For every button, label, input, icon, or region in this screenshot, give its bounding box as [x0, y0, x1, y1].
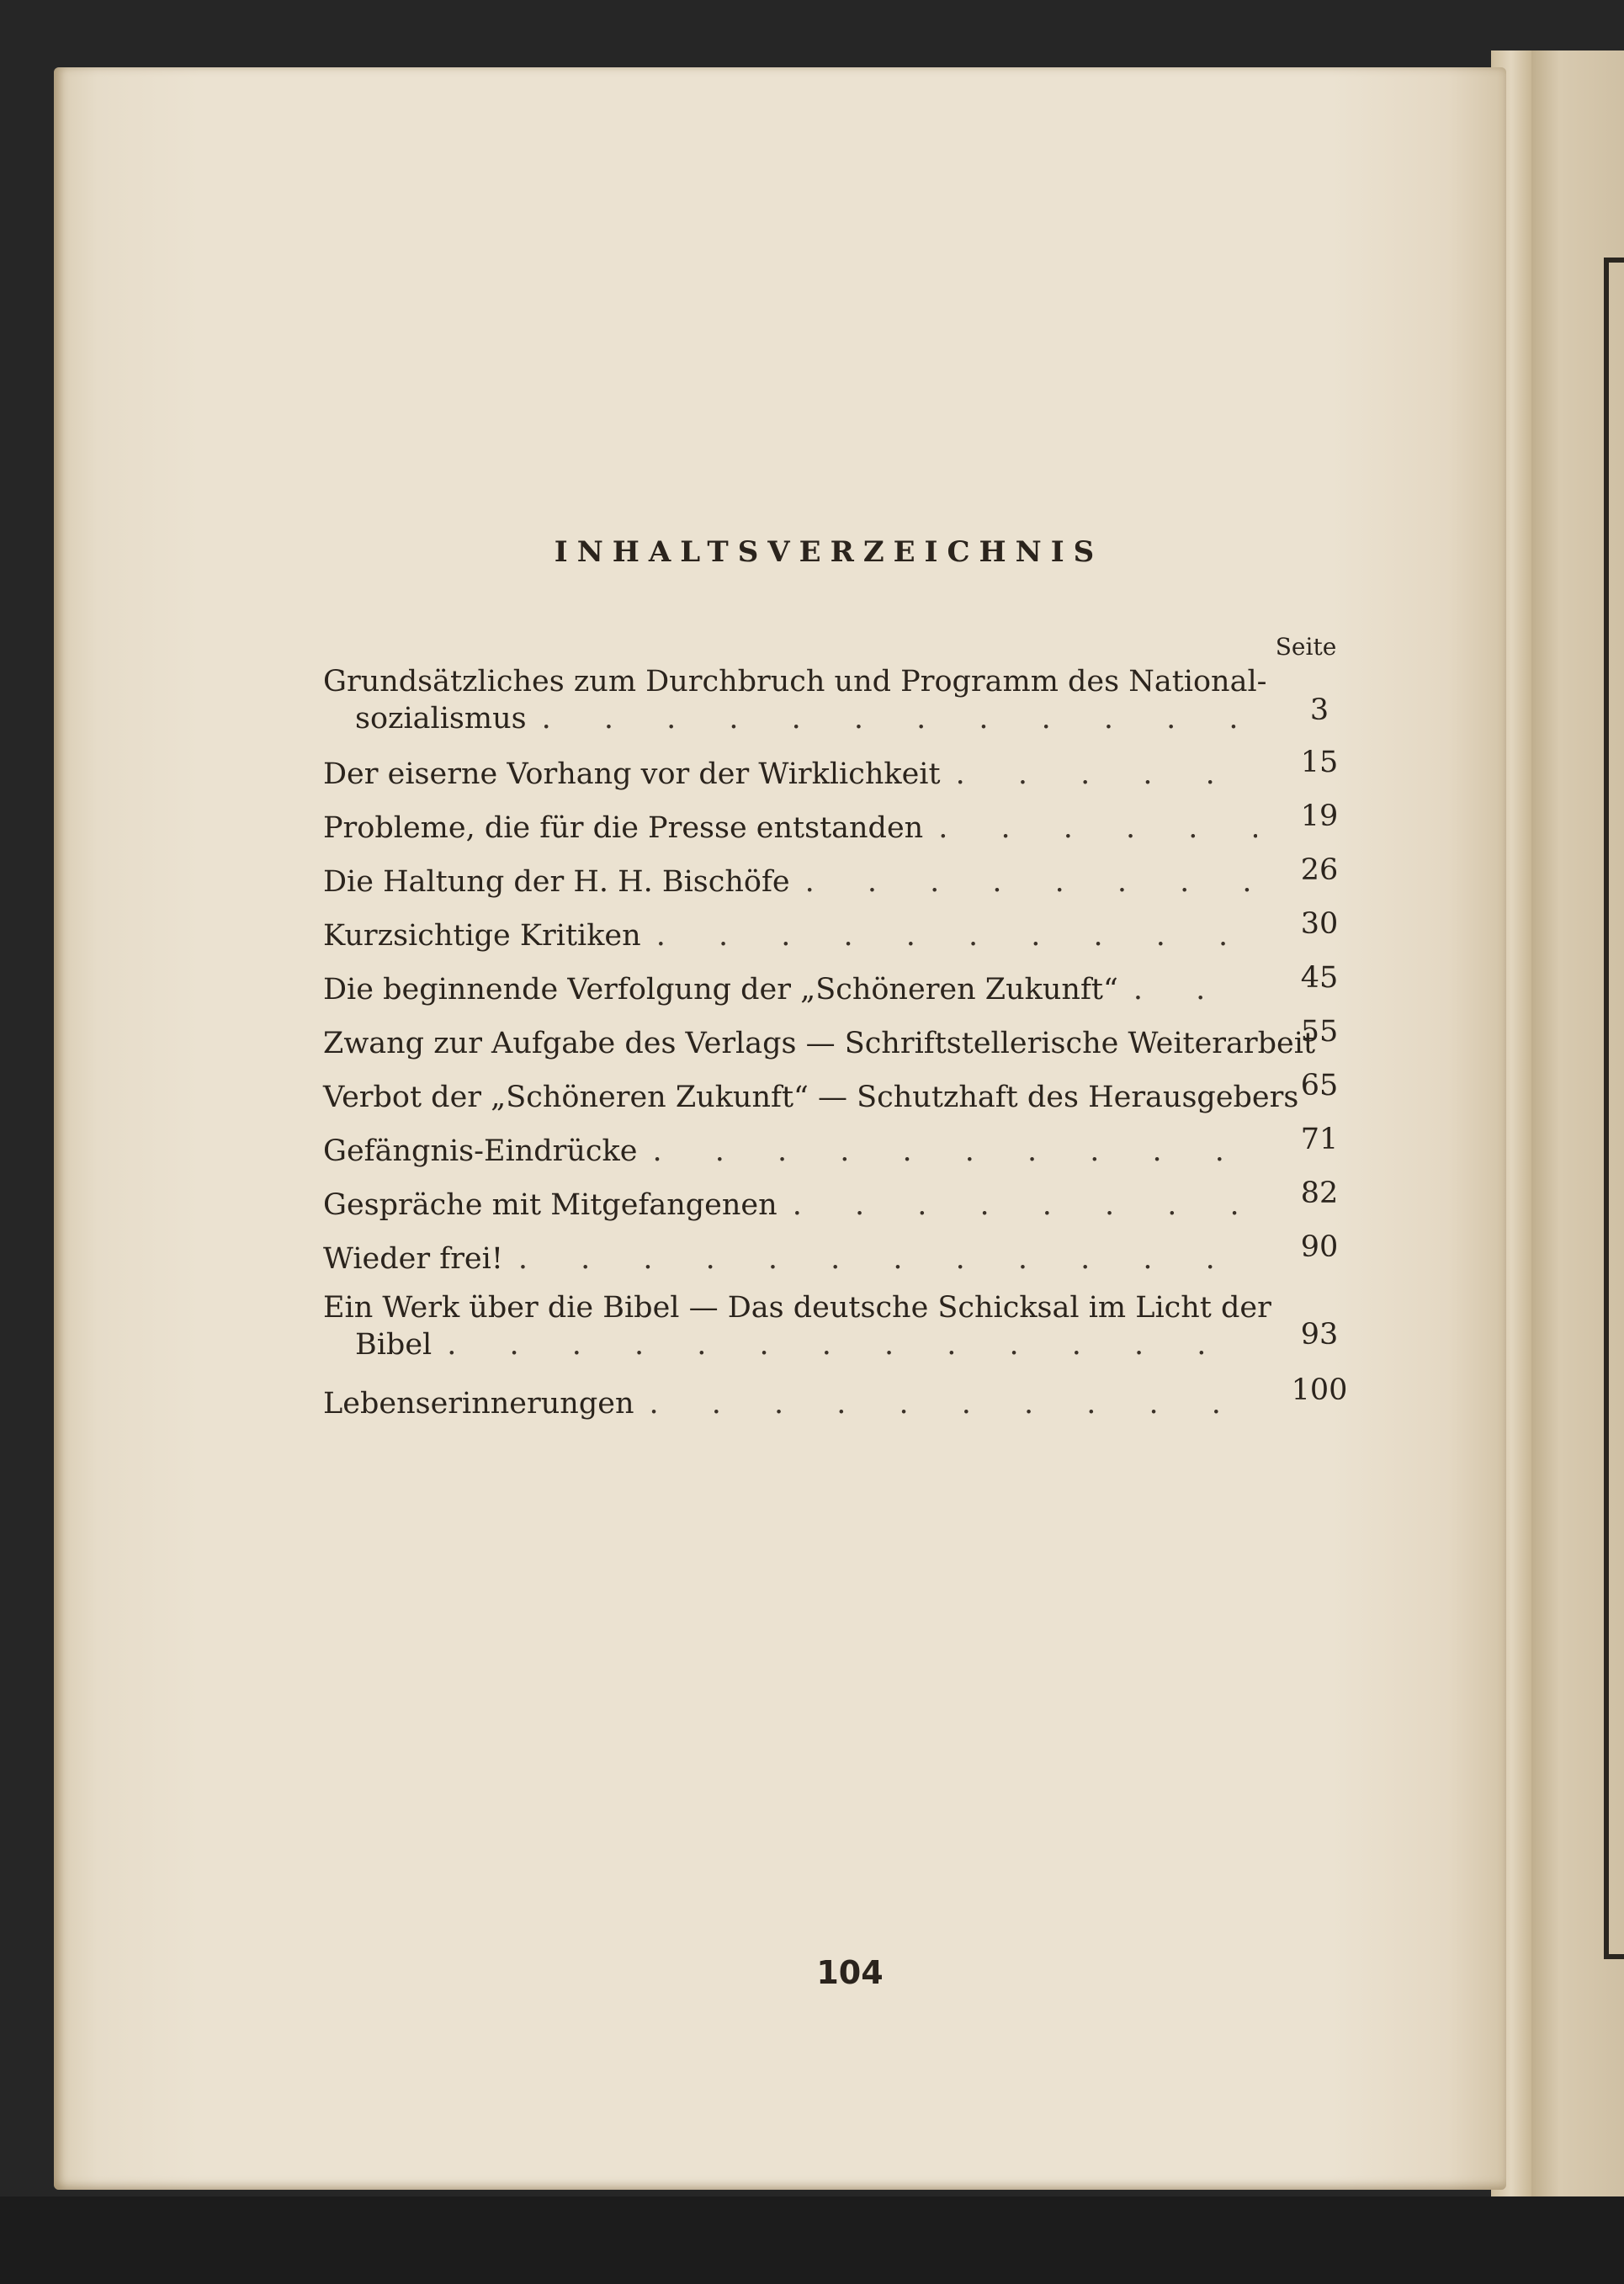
toc-entry-title: Der eiserne Vorhang vor der Wirklichkeit [323, 757, 941, 791]
toc-entry [323, 1027, 1316, 1064]
toc-entry-title: Die beginnende Verfolgung der „Schöneren Zukunft“ [323, 973, 1118, 1007]
toc-entry-title: Zwang zur Aufgabe des Verlags — Schriftstellerische Weiterarbeit [323, 1027, 1316, 1060]
dot-leader [805, 865, 1257, 899]
dot-leader [649, 1387, 1257, 1421]
toc-page-number: 93 [1300, 1318, 1339, 1352]
toc-entry [323, 1242, 1257, 1279]
dot-leader [1133, 973, 1257, 1007]
toc-page-number: 19 [1300, 799, 1339, 833]
dot-leader [956, 757, 1257, 791]
toc-entry [323, 865, 1257, 902]
toc-entry-title: Probleme, die für die Presse entstanden [323, 811, 924, 845]
toc-entry-title: Die Haltung der H. H. Bischöfe [323, 865, 790, 899]
toc-page-number: 26 [1300, 853, 1339, 887]
toc-page-number: 15 [1300, 746, 1339, 779]
toc-entry [323, 1134, 1257, 1171]
dot-leader [793, 1188, 1257, 1222]
toc-entry [323, 973, 1257, 1010]
page-number: 104 [816, 1954, 884, 1991]
dot-leader [518, 1242, 1257, 1276]
page-column-label: Seite [1275, 633, 1337, 661]
toc-page-number: 45 [1300, 961, 1339, 995]
toc-entry-title-continued: sozialismus [355, 702, 527, 736]
toc-entry [323, 1188, 1257, 1225]
toc-entry [323, 919, 1257, 956]
toc-entry-title: Kurzsichtige Kritiken [323, 919, 641, 953]
toc-entry-title: Gefängnis-Eindrücke [323, 1134, 638, 1168]
toc-page-number: 30 [1300, 907, 1339, 941]
toc-entry-title: Gespräche mit Mitgefangenen [323, 1188, 778, 1222]
dot-leader [656, 919, 1257, 953]
toc-page-number: 3 [1309, 693, 1329, 727]
toc-entry [323, 665, 1267, 739]
toc-entry [323, 1081, 1299, 1118]
toc-page-number: 71 [1300, 1123, 1339, 1156]
toc-entry [323, 811, 1257, 848]
dot-leader [542, 702, 1257, 736]
toc-page-number: 90 [1300, 1230, 1339, 1264]
dot-leader [652, 1134, 1257, 1168]
toc-entry [323, 1387, 1257, 1424]
toc-entry-title: Grundsätzliches zum Durchbruch und Programm des National- [323, 665, 1267, 698]
toc-entry [323, 1291, 1271, 1365]
toc-entry-title: Lebenserinnerungen [323, 1387, 634, 1421]
toc-entry-title: Verbot der „Schöneren Zukunft“ — Schutzhaft des Herausgebers [323, 1081, 1299, 1114]
toc-page-number: 65 [1300, 1069, 1339, 1102]
toc-page-number: 100 [1291, 1373, 1348, 1407]
toc-title: INHALTSVERZEICHNIS [554, 535, 1104, 569]
toc-entry-title: Wieder frei! [323, 1242, 503, 1276]
toc-page-number: 82 [1300, 1177, 1339, 1210]
toc-entry-title-continued: Bibel [355, 1328, 433, 1362]
dot-leader [447, 1328, 1257, 1362]
toc-entry [323, 757, 1257, 794]
dot-leader [938, 811, 1257, 845]
toc-page-number: 55 [1300, 1015, 1339, 1049]
toc-entry-title: Ein Werk über die Bibel — Das deutsche Schicksal im Licht der [323, 1291, 1271, 1325]
